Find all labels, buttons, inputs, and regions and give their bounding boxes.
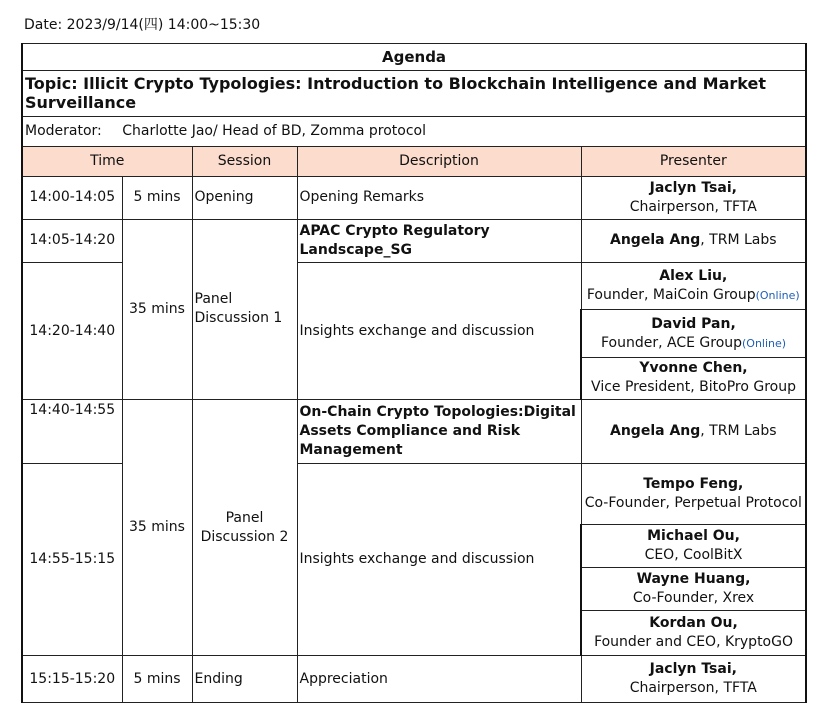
moderator-cell	[22, 116, 806, 146]
duration-cell: 35 mins	[122, 219, 192, 400]
description-cell: On-Chain Crypto Topologies:Digital Assets Compliance and Risk Management	[297, 400, 581, 464]
description-cell: Appreciation	[297, 656, 581, 703]
presenter-title: Founder and CEO, KryptoGO	[594, 634, 793, 651]
online-tag: (Online)	[742, 336, 787, 350]
online-tag: (Online)	[755, 289, 800, 303]
header-session: Session	[192, 146, 297, 176]
presenter-cell	[581, 656, 806, 703]
agenda-table	[21, 43, 807, 703]
presenter-cell	[581, 400, 806, 464]
presenter-name: Wayne Huang,	[636, 570, 751, 587]
time-cell: 14:05-14:20	[22, 219, 122, 262]
duration-cell: 35 mins	[122, 400, 192, 656]
presenter-name: Tempo Feng,	[643, 476, 744, 492]
session-cell: Panel Discussion 1	[192, 219, 297, 400]
moderator-label: Moderator:	[25, 122, 102, 139]
presenter-name: Angela Ang	[610, 422, 701, 439]
moderator-name: Charlotte Jao/ Head of BD, Zomma protocol	[122, 122, 426, 139]
header-time: Time	[22, 146, 192, 176]
time-cell: 14:20-14:40	[22, 262, 122, 399]
presenter-name: David Pan,	[651, 315, 736, 332]
description-cell: Insights exchange and discussion	[297, 463, 581, 656]
session-cell: Opening	[192, 177, 297, 219]
session-cell: Panel Discussion 2	[192, 400, 297, 656]
topic: Topic: Illicit Crypto Typologies: Introduction to Blockchain Intelligence and Market Surveillance	[22, 71, 806, 116]
presenter-title: Chairperson, TFTA	[629, 680, 757, 697]
presenter-cell	[581, 567, 806, 610]
presenter-name: Yvonne Chen,	[639, 360, 748, 377]
duration-cell: 5 mins	[122, 656, 192, 703]
presenter-cell	[581, 525, 806, 567]
duration-cell: 5 mins	[122, 177, 192, 219]
title-row	[22, 44, 806, 71]
ending-row	[22, 656, 806, 703]
time-cell: 14:55-15:15	[22, 463, 122, 656]
presenter-title: CEO, CoolBitX	[644, 546, 743, 563]
presenter-title: Founder, ACE Group	[600, 334, 743, 351]
presenter-title: Founder, MaiCoin Group	[586, 287, 756, 304]
opening-row	[22, 177, 806, 219]
presenter-cell	[581, 611, 806, 656]
description-cell: Opening Remarks	[297, 177, 581, 219]
presenter-name: Jaclyn Tsai,	[649, 179, 737, 196]
presenter-title: Chairperson, TFTA	[629, 198, 757, 215]
presenter-title: Vice President, BitoPro Group	[591, 379, 797, 396]
presenter-org: , TRM Labs	[700, 232, 777, 249]
header-description: Description	[297, 146, 581, 176]
presenter-cell	[581, 262, 806, 309]
presenter-cell	[581, 219, 806, 262]
time-cell: 14:00-14:05	[22, 177, 122, 219]
presenter-cell	[581, 177, 806, 219]
header-row	[22, 146, 806, 176]
header-presenter: Presenter	[581, 146, 806, 176]
panel1-row-1	[22, 219, 806, 262]
presenter-title: Co-Founder, Perpetual Protocol	[584, 495, 802, 511]
panel2-row-1	[22, 400, 806, 464]
presenter-org: , TRM Labs	[700, 422, 777, 439]
session-cell: Ending	[192, 656, 297, 703]
description-cell: APAC Crypto Regulatory Landscape_SG	[297, 219, 581, 262]
presenter-name: Jaclyn Tsai,	[649, 661, 737, 678]
presenter-cell	[581, 463, 806, 525]
presenter-name: Kordan Ou,	[649, 615, 738, 632]
agenda-title: Agenda	[22, 44, 806, 71]
time-cell: 14:40-14:55	[22, 400, 122, 464]
presenter-cell	[581, 357, 806, 399]
presenter-name: Michael Ou,	[647, 527, 740, 544]
presenter-cell	[581, 310, 806, 357]
time-cell: 15:15-15:20	[22, 656, 122, 703]
presenter-name: Alex Liu,	[659, 268, 728, 285]
description-cell: Insights exchange and discussion	[297, 262, 581, 399]
date-line: Date: 2023/9/14(四) 14:00~15:30	[24, 17, 261, 33]
moderator-row	[22, 116, 806, 146]
presenter-title: Co-Founder, Xrex	[632, 589, 755, 606]
presenter-name: Angela Ang	[610, 232, 701, 249]
topic-row	[22, 71, 806, 116]
